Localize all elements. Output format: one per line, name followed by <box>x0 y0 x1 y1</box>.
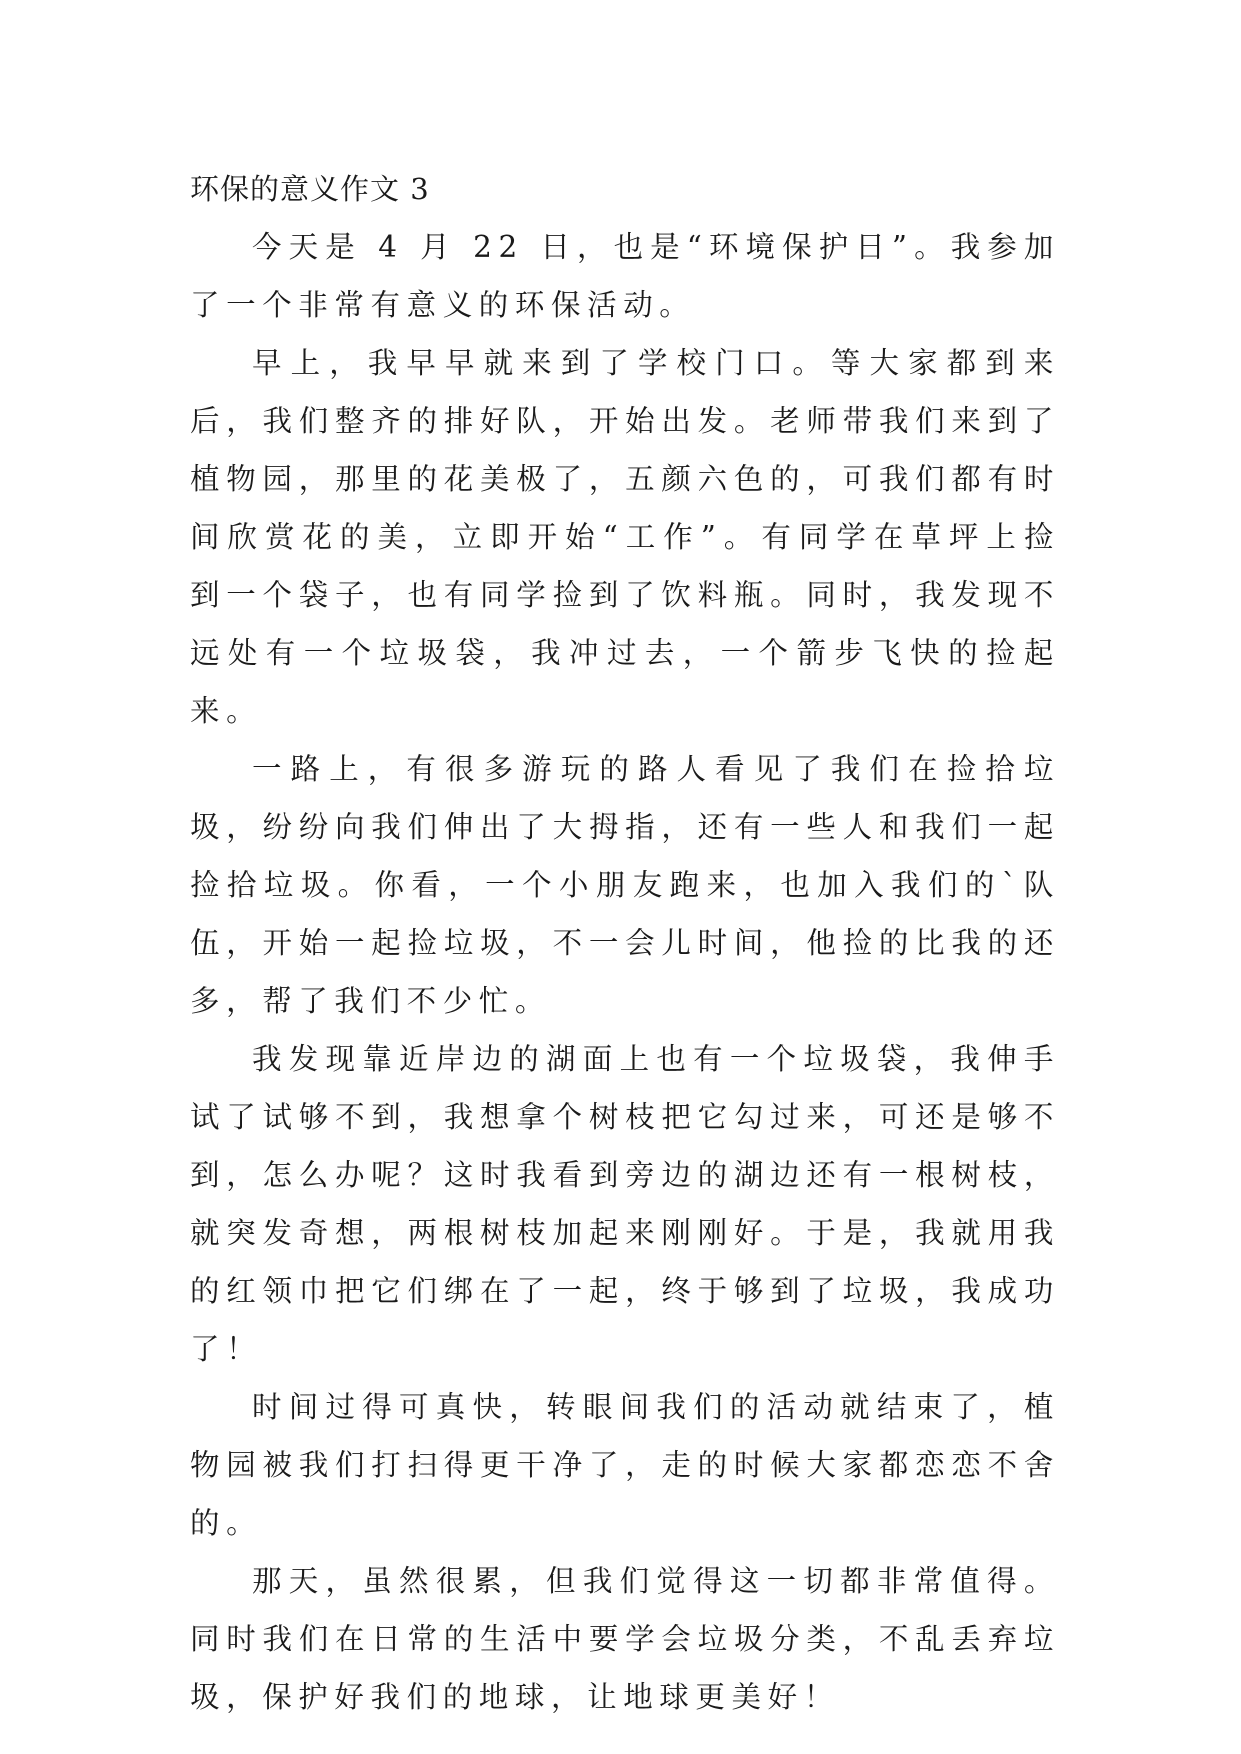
paragraph: 一路上，有很多游玩的路人看见了我们在捡拾垃圾，纷纷向我们伸出了大拇指，还有一些人和我们一起捡拾垃圾。你看，一个小朋友跑来，也加入我们的`队伍，开始一起捡垃圾，不一会儿时间，他捡的比我的还多，帮了我们不少忙。 <box>190 752 1060 1018</box>
paragraph: 那天，虽然很累，但我们觉得这一切都非常值得。同时我们在日常的生活中要学会垃圾分类，不乱丢弃垃圾，保护好我们的地球，让地球更美好！ <box>190 1564 1060 1714</box>
paragraph: 时间过得可真快，转眼间我们的活动就结束了，植物园被我们打扫得更干净了，走的时候大家都恋恋不舍的。 <box>190 1390 1060 1540</box>
paragraph: 我发现靠近岸边的湖面上也有一个垃圾袋，我伸手试了试够不到，我想拿个树枝把它勾过来，可还是够不到，怎么办呢？这时我看到旁边的湖边还有一根树枝，就突发奇想，两根树枝加起来刚刚好。于是，我就用我的红领巾把它们绑在了一起，终于够到了垃圾，我成功了！ <box>190 1042 1060 1366</box>
document-body <box>190 160 1060 1726</box>
paragraph: 早上，我早早就来到了学校门口。等大家都到来后，我们整齐的排好队，开始出发。老师带我们来到了植物园，那里的花美极了，五颜六色的，可我们都有时间欣赏花的美，立即开始“工作”。有同学在草坪上捡到一个袋子，也有同学捡到了饮料瓶。同时，我发现不远处有一个垃圾袋，我冲过去，一个箭步飞快的捡起来。 <box>190 346 1060 728</box>
document-title: 环保的意义作文 3 <box>190 172 430 206</box>
paragraph: 今天是 4 月 22 日，也是“环境保护日”。我参加了一个非常有意义的环保活动。 <box>190 230 1060 322</box>
